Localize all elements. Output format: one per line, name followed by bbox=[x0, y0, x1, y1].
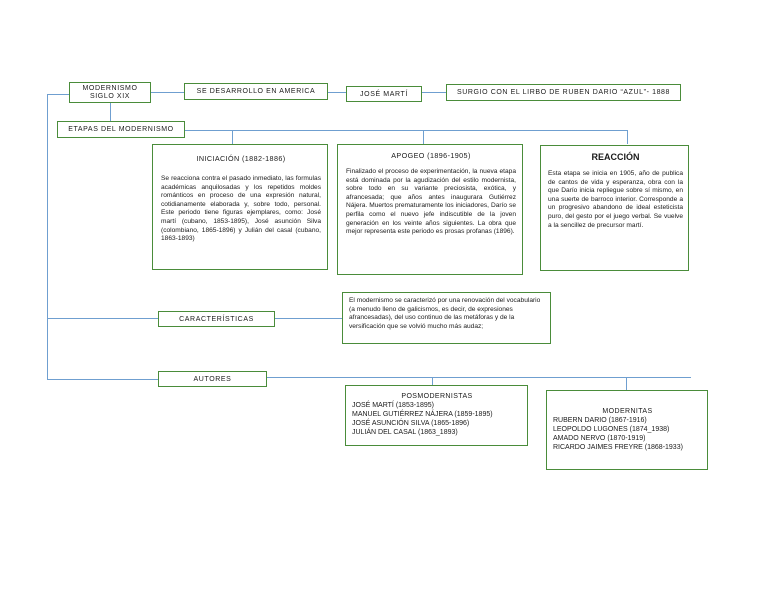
surgio-box bbox=[446, 84, 681, 101]
connector bbox=[423, 130, 424, 144]
list-item: AMADO NERVO (1870-1919) bbox=[553, 435, 646, 442]
iniciacion-text: Se reacciona contra el pasado inmediato, las formulas académicas anquilosadas y los repetidos moldes románticos en proceso de una expresión natural, cotidianamente elaborada y, sobre todo, personal. Este periodo tiene figuras ejemplares, como: José martí (cubano, 1853-1895), José asunción Silva (colombiano, 1865-1896) y Julián del casal (cubano, 1863-1893) bbox=[161, 175, 321, 243]
connector bbox=[421, 92, 446, 93]
connector bbox=[47, 318, 158, 319]
connector bbox=[185, 130, 628, 131]
posmodernistas-box bbox=[345, 385, 528, 446]
connector bbox=[150, 92, 184, 93]
connector bbox=[432, 377, 433, 385]
jose-marti-box bbox=[346, 86, 422, 102]
caracteristicas-text: El modernismo se caracterizó por una renovación del vocabulario (a menudo lleno de galicismos, es decir, de expresiones afrancesadas), del uso continuo de las metáforas y de la versificación que se volvió mucho más audaz; bbox=[349, 297, 541, 330]
connector bbox=[627, 130, 628, 144]
modernitas-box bbox=[546, 390, 708, 470]
connector bbox=[47, 379, 158, 380]
reaccion-box bbox=[540, 145, 689, 271]
modernismo-title: MODERNISMO bbox=[82, 84, 138, 92]
reaccion-title: REACCIÓN bbox=[591, 152, 640, 162]
etapas-box bbox=[57, 121, 185, 138]
list-item: RUBERN DARIO (1867-1916) bbox=[553, 417, 647, 424]
connector bbox=[47, 94, 48, 380]
posmodernistas-title: POSMODERNISTAS bbox=[401, 393, 473, 400]
modernismo-box bbox=[69, 82, 151, 103]
connector bbox=[110, 102, 111, 122]
surgio-label: SURGIO CON EL LIRBO DE RUBEN DARIO “AZUL”- 1888 bbox=[456, 89, 671, 96]
modernitas-title: MODERNITAS bbox=[602, 408, 653, 415]
desarrollo-box bbox=[184, 83, 328, 100]
autores-box bbox=[158, 371, 267, 387]
apogeo-text: Finalizado el proceso de experimentación, la nueva etapa está dominada por la agudización del estilo modernista, sobre todo en su variante preciosista, exótica, y afrancesada; que años antes inaugurara Gutiérrez Nájera. Muertos prematuramente los iniciadores, Darío se perfila como el nuevo jefe indiscutible de la joven generación en los veinte años siguientes. La obra que mejor representa este periodo es prosas profanas (1896). bbox=[346, 168, 516, 236]
list-item: RICARDO JAIMES FREYRE (1868-1933) bbox=[553, 444, 683, 451]
apogeo-box bbox=[337, 144, 523, 275]
list-item: JOSÉ ASUNCIÓN SILVA (1865-1896) bbox=[352, 420, 470, 427]
caracteristicas-description-box bbox=[342, 292, 551, 344]
connector bbox=[267, 377, 691, 378]
jose-marti-label: JOSÉ MARTÍ bbox=[360, 90, 408, 98]
caracteristicas-box bbox=[158, 311, 275, 327]
list-item: JOSÉ MARTÍ (1853-1895) bbox=[352, 402, 434, 409]
apogeo-title: APOGEO (1896-1905) bbox=[391, 151, 471, 160]
etapas-label: ETAPAS DEL MODERNISMO bbox=[68, 126, 174, 133]
connector bbox=[626, 377, 627, 390]
connector bbox=[47, 94, 69, 95]
iniciacion-title: INICIACIÓN (1882-1886) bbox=[196, 154, 286, 163]
list-item: JULIÁN DEL CASAL (1863_1893) bbox=[352, 429, 458, 436]
connector bbox=[232, 130, 233, 144]
list-item: MANUEL GUTIÉRREZ NÁJERA (1859-1895) bbox=[352, 411, 493, 418]
desarrollo-label: SE DESARROLLO EN AMERICA bbox=[196, 88, 316, 95]
connector bbox=[275, 318, 342, 319]
caracteristicas-label: CARACTERÍSTICAS bbox=[179, 315, 254, 323]
reaccion-text: Esta etapa se inicia en 1905, año de publica de cantos de vida y esperanza, obra con la que Darío inicia repliegue sobre sí mismo, en una suerte de barroco interior. Corresponde a un progresivo abandono de ideal esteticista puro, del gesto por el juego verbal. Se vuelve a la sencillez de precursor martí. bbox=[548, 170, 683, 229]
autores-label: AUTORES bbox=[193, 375, 232, 383]
connector bbox=[327, 92, 346, 93]
modernismo-subtitle: SIGLO XIX bbox=[89, 92, 131, 100]
iniciacion-box bbox=[152, 144, 328, 270]
list-item: LEOPOLDO LUGONES (1874_1938) bbox=[553, 426, 670, 433]
